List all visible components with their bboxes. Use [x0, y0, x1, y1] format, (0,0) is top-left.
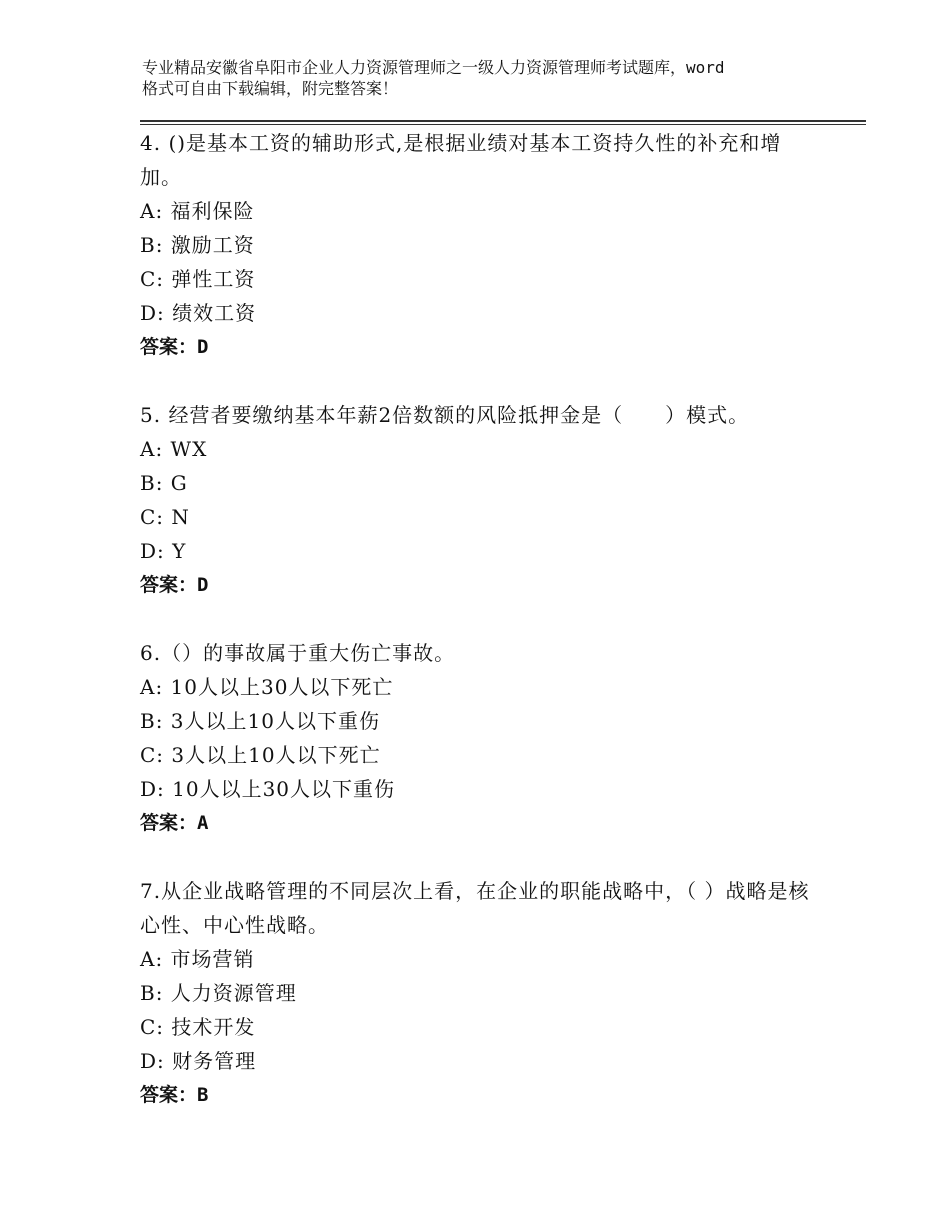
- option-c: C: N: [140, 505, 190, 529]
- answer-label: 答案：B: [140, 1084, 209, 1106]
- option-c: C: 3人以上10人以下死亡: [140, 743, 381, 767]
- option-b: B: 人力资源管理: [140, 981, 297, 1005]
- question-stem: 5. 经营者要缴纳基本年薪2倍数额的风险抵押金是（ ）模式。: [140, 403, 750, 427]
- option-b: B: G: [140, 471, 188, 495]
- option-d: D: Y: [140, 539, 187, 563]
- option-b: B: 3人以上10人以下重伤: [140, 709, 380, 733]
- document-header: [142, 57, 842, 99]
- answer-label: 答案：A: [140, 812, 209, 834]
- header-divider: [140, 120, 866, 122]
- header-line-1: 专业精品安徽省阜阳市企业人力资源管理师之一级人力资源管理师考试题库，word: [142, 58, 725, 77]
- header-line-2: 格式可自由下载编辑，附完整答案！: [142, 79, 399, 98]
- answer-label: 答案：D: [140, 574, 209, 596]
- option-c: C: 技术开发: [140, 1015, 256, 1039]
- option-b: B: 激励工资: [140, 233, 255, 257]
- option-d: D: 10人以上30人以下重伤: [140, 777, 396, 801]
- answer-label: 答案：D: [140, 336, 209, 358]
- option-d: D: 绩效工资: [140, 301, 257, 325]
- question-stem: 7.从企业战略管理的不同层次上看，在企业的职能战略中，（ ）战略是核心性、中心性战略。: [140, 879, 810, 937]
- question-6: [140, 636, 820, 840]
- question-stem: 6.（）的事故属于重大伤亡事故。: [140, 641, 456, 665]
- question-5: [140, 398, 820, 602]
- option-a: A: 福利保险: [140, 199, 255, 223]
- option-d: D: 财务管理: [140, 1049, 257, 1073]
- question-7: [140, 874, 820, 1112]
- option-a: A: WX: [140, 437, 208, 461]
- header-divider-thin: [140, 124, 866, 125]
- option-a: A: 10人以上30人以下死亡: [140, 675, 394, 699]
- question-4: [140, 126, 820, 364]
- question-list: [140, 126, 820, 1146]
- question-stem: 4. ()是基本工资的辅助形式,是根据业绩对基本工资持久性的补充和增加。: [140, 131, 782, 189]
- option-c: C: 弹性工资: [140, 267, 256, 291]
- option-a: A: 市场营销: [140, 947, 255, 971]
